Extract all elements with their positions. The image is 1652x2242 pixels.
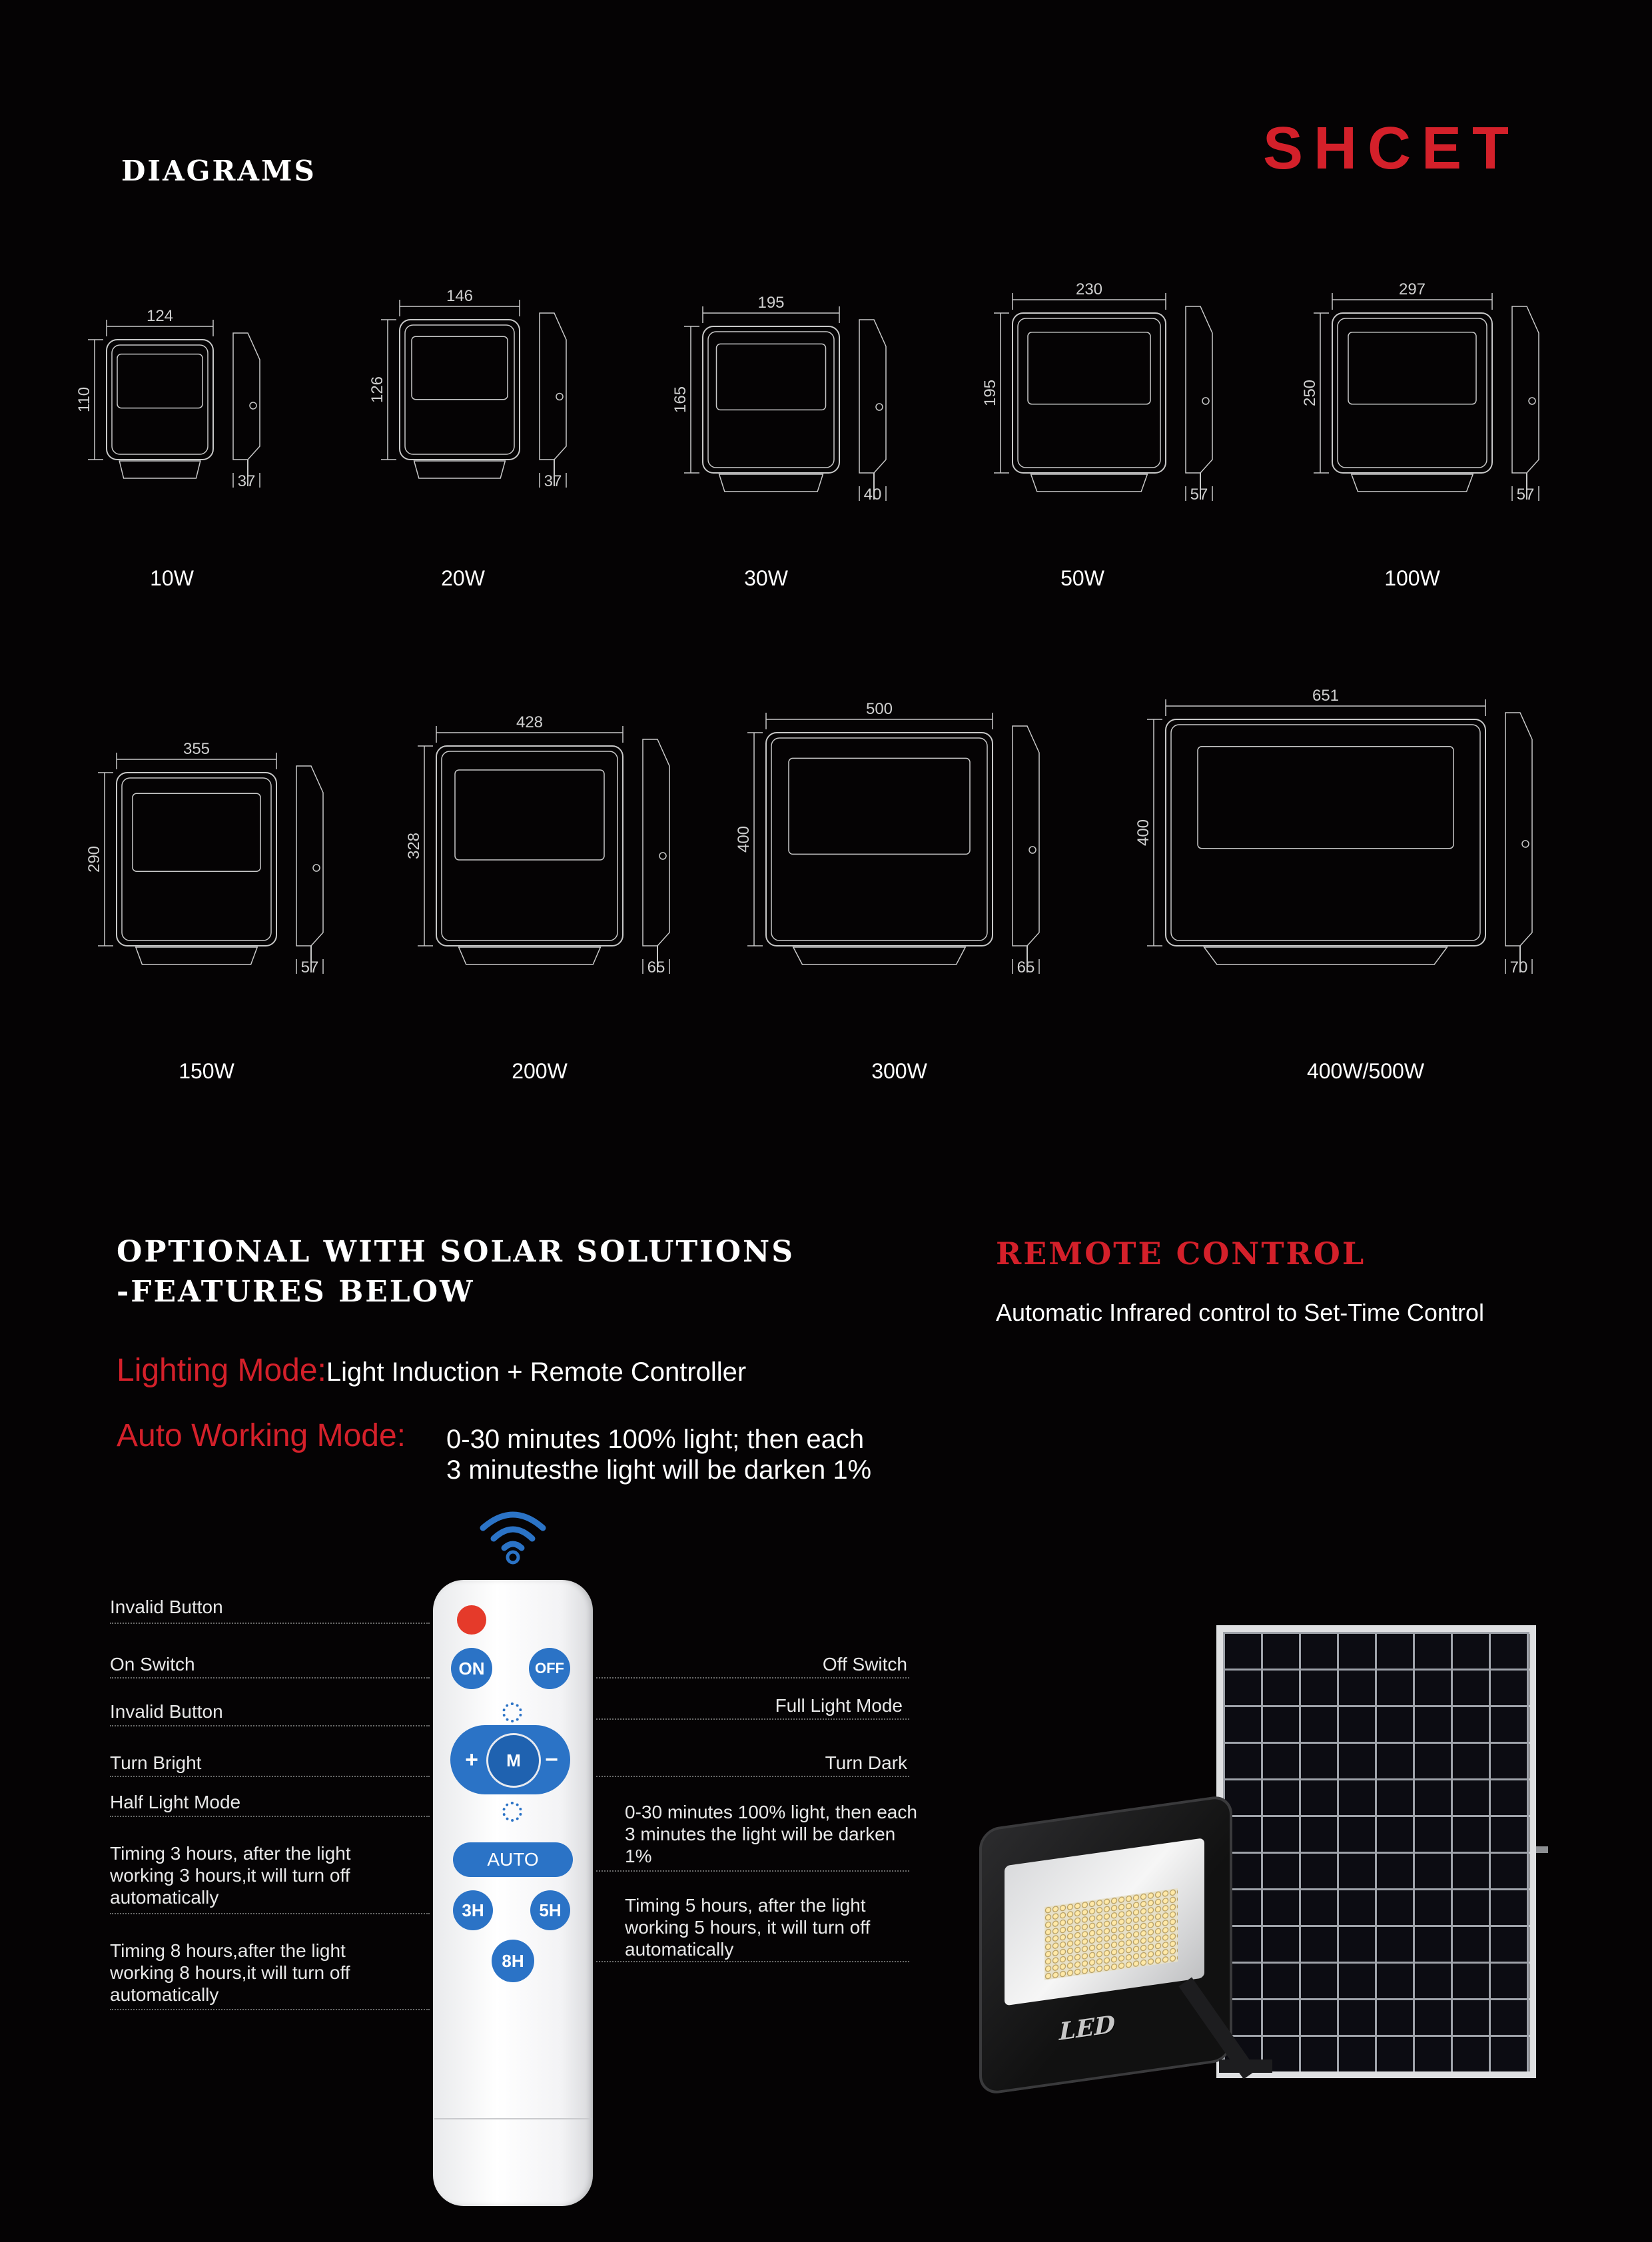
annotation-line	[110, 1776, 430, 1777]
lighting-mode-label: Lighting Mode:	[117, 1353, 326, 1388]
lamp-base	[414, 461, 506, 478]
lamp-diagram-30w	[671, 294, 906, 504]
annotation-line	[110, 1816, 430, 1817]
annotation-line	[596, 1677, 909, 1679]
lamp-side-pivot	[1529, 398, 1535, 404]
dimension-height-label: 328	[405, 832, 423, 860]
remote-description: Automatic Infrared control to Set-Time Control	[996, 1299, 1484, 1326]
annotation-line	[110, 1623, 430, 1624]
annotation-turn-bright: Turn Bright	[110, 1752, 202, 1773]
auto-mode-desc	[446, 1424, 871, 1485]
lamp-diagram-100w	[1301, 280, 1559, 504]
lamp-diagram-200w	[405, 713, 689, 976]
dimension-height-label: 165	[671, 386, 689, 414]
solar-title-line1: OPTIONAL WITH SOLAR SOLUTIONS	[117, 1235, 795, 1269]
off-button[interactable]: OFF	[529, 1648, 570, 1689]
dimension-height-label: 126	[368, 376, 386, 404]
lamp-diagram-300w	[735, 700, 1059, 976]
lamp-side-outline	[233, 333, 260, 460]
dimension-height-label: 400	[1134, 819, 1152, 847]
led-array	[1044, 1888, 1178, 1980]
lamp-front-outline	[107, 340, 213, 460]
minus-button[interactable]: −	[545, 1746, 558, 1772]
section-title-diagrams: DIAGRAMS	[121, 155, 316, 187]
lamp-lens-outline	[789, 758, 970, 854]
plus-button[interactable]: +	[465, 1746, 478, 1772]
dimension-depth-label: 37	[237, 472, 256, 490]
annotation-full-light-mode: Full Light Mode	[775, 1695, 903, 1716]
lamp-lens-outline	[412, 336, 508, 400]
annotation-half-light-mode: Half Light Mode	[110, 1792, 241, 1812]
lamp-base	[459, 947, 601, 964]
lamp-front-outline	[766, 733, 993, 946]
lamp-side-outline	[540, 313, 566, 460]
sun-icon-half[interactable]	[502, 1802, 522, 1822]
dimension-width-label: 355	[183, 740, 210, 758]
lamp-front-outline	[1332, 313, 1492, 473]
dimension-width-label: 297	[1398, 280, 1426, 298]
lamp-side-outline	[859, 320, 886, 473]
flood-light-bracket-foot	[1219, 2059, 1272, 2073]
solar-title	[117, 1232, 795, 1312]
annotation-on-switch: On Switch	[110, 1654, 195, 1675]
lamp-lens-outline	[1028, 332, 1150, 404]
lighting-mode-value: Light Induction + Remote Controller	[326, 1357, 747, 1387]
lamp-front-inner	[122, 778, 271, 940]
lamp-lens-outline	[717, 344, 826, 410]
lamp-front-outline	[117, 773, 276, 946]
annotation-line	[110, 2009, 430, 2010]
annotation-invalid-button-1: Invalid Button	[110, 1597, 223, 1617]
wattage-label: 300W	[871, 1059, 927, 1083]
annotation-line	[110, 1913, 430, 1914]
lamp-base	[793, 947, 965, 964]
lamp-front-inner	[405, 325, 514, 454]
lamp-diagram-10w	[75, 307, 280, 490]
flood-light-lens	[1005, 1838, 1204, 2006]
annotation-line	[596, 1718, 909, 1720]
dimension-depth-label: 57	[300, 958, 319, 976]
lamp-side-pivot	[1522, 841, 1529, 847]
auto-mode-line2: 3 minutesthe light will be darken 1%	[446, 1455, 872, 1485]
dimension-depth-label: 65	[1017, 958, 1035, 976]
lamp-side-pivot	[313, 865, 320, 871]
mode-button[interactable]: M	[486, 1733, 541, 1788]
dimension-width-label: 428	[516, 713, 544, 731]
lamp-base	[719, 474, 823, 492]
annotation-timing-5h: Timing 5 hours, after the light working 5 hours, it will turn off automatically	[625, 1895, 871, 1960]
remote-seam	[434, 2118, 592, 2119]
dimension-depth-label: 70	[1509, 958, 1528, 976]
dimension-depth-label: 37	[544, 472, 562, 490]
dimension-depth-label: 57	[1190, 486, 1208, 504]
wattage-label: 400W/500W	[1306, 1059, 1425, 1083]
lamp-side-outline	[643, 739, 669, 946]
lamp-front-inner	[1018, 318, 1160, 468]
lamp-front-outline	[436, 746, 623, 946]
dimension-height-label: 110	[75, 386, 93, 413]
auto-button[interactable]: AUTO	[453, 1842, 573, 1877]
lamp-lens-outline	[117, 354, 203, 408]
annotation-timing-3h: Timing 3 hours, after the light working 3 hours,it will turn off automatically	[110, 1843, 351, 1908]
annotation-line	[110, 1725, 430, 1726]
lamp-side-pivot	[1202, 398, 1209, 404]
dimension-depth-label: 40	[863, 486, 882, 504]
lamp-side-outline	[1186, 306, 1212, 473]
solar-panel	[1216, 1625, 1536, 2078]
lamp-side-pivot	[1029, 847, 1036, 853]
dimension-height-label: 195	[981, 379, 999, 407]
timer-8h-button[interactable]: 8H	[492, 1940, 534, 1982]
lamp-side-pivot	[659, 853, 666, 859]
lamp-front-inner	[112, 345, 208, 454]
dimension-depth-label: 57	[1516, 486, 1535, 504]
wattage-label: 100W	[1384, 566, 1440, 590]
lamp-front-outline	[1013, 313, 1166, 473]
dimension-width-label: 651	[1312, 687, 1340, 705]
lamp-diagram-50w	[981, 280, 1232, 504]
lamp-side-outline	[1512, 306, 1539, 473]
wattage-label: 10W	[150, 566, 194, 590]
lamp-front-inner	[708, 332, 834, 468]
lamp-side-pivot	[876, 404, 883, 410]
led-badge: LED	[1059, 2010, 1115, 2046]
lamp-front-outline	[703, 326, 839, 473]
lamp-lens-outline	[133, 793, 260, 871]
lamp-base	[1031, 474, 1148, 492]
solar-title-line2: -FEATURES BELOW	[117, 1275, 475, 1309]
lamp-side-outline	[1013, 726, 1039, 946]
flood-light	[979, 1794, 1232, 2095]
wattage-label: 50W	[1060, 566, 1104, 590]
lamp-front-inner	[1338, 318, 1487, 468]
annotation-invalid-button-2: Invalid Button	[110, 1701, 223, 1722]
wattage-label: 30W	[744, 566, 788, 590]
lighting-mode	[117, 1352, 746, 1389]
lamp-side-pivot	[250, 402, 256, 409]
lamp-diagram-20w	[368, 287, 586, 490]
annotation-line	[596, 1776, 909, 1777]
annotation-line	[596, 1870, 909, 1872]
annotation-turn-dark: Turn Dark	[825, 1752, 907, 1773]
auto-mode-line1: 0-30 minutes 100% light; then each	[446, 1425, 865, 1454]
lamp-diagram-400w-500w	[1134, 687, 1552, 976]
lamp-front-inner	[442, 751, 618, 940]
lamp-front-outline	[400, 320, 520, 460]
lamp-lens-outline	[455, 770, 604, 860]
annotation-off-switch: Off Switch	[822, 1654, 907, 1675]
lamp-side-outline	[1505, 713, 1532, 946]
lamp-base	[1352, 474, 1473, 492]
lamp-front-outline	[1166, 719, 1485, 946]
auto-mode-label: Auto Working Mode:	[117, 1418, 406, 1453]
lamp-base	[136, 947, 257, 964]
dimension-height-label: 250	[1301, 379, 1319, 407]
dimension-width-label: 230	[1075, 280, 1103, 298]
dimension-width-label: 195	[757, 294, 785, 312]
remote-title: REMOTE CONTROL	[996, 1236, 1366, 1272]
invalid-button-top[interactable]	[457, 1605, 486, 1635]
lamp-lens-outline	[1348, 332, 1476, 404]
lamp-front-inner	[1171, 725, 1480, 940]
annotation-line	[596, 1961, 909, 1962]
lamp-lens-outline	[1198, 747, 1453, 849]
dimension-width-label: 146	[446, 287, 474, 305]
sun-icon-full[interactable]	[502, 1702, 522, 1722]
timer-3h-button[interactable]: 3H	[453, 1890, 493, 1930]
dimension-height-label: 290	[85, 845, 103, 873]
annotation-timing-8h: Timing 8 hours,after the light working 8 hours,it will turn off automatically	[110, 1940, 350, 2005]
wifi-icon	[476, 1504, 550, 1564]
lamp-front-inner	[771, 738, 987, 940]
solar-panel-cells	[1223, 1632, 1529, 2071]
lamp-base	[1204, 947, 1447, 964]
annotation-line	[110, 1677, 430, 1679]
lamp-side-outline	[296, 766, 323, 946]
lamp-base	[119, 461, 201, 478]
auto-mode	[117, 1417, 406, 1454]
brand-logo: SHCET	[1263, 115, 1520, 182]
dimension-height-label: 400	[735, 825, 753, 853]
dimension-width-label: 124	[146, 307, 174, 325]
wattage-label: 150W	[179, 1059, 234, 1083]
on-button[interactable]: ON	[451, 1648, 492, 1689]
timer-5h-button[interactable]: 5H	[530, 1890, 570, 1930]
solar-panel-junction	[1536, 1846, 1548, 1853]
wattage-label: 20W	[441, 566, 485, 590]
dimension-width-label: 500	[865, 700, 893, 718]
dimension-depth-label: 65	[647, 958, 665, 976]
wattage-label: 200W	[512, 1059, 568, 1083]
lamp-diagram-150w	[85, 740, 343, 976]
lamp-side-pivot	[556, 394, 563, 400]
annotation-auto-mode: 0-30 minutes 100% light, then each 3 minutes the light will be darken 1%	[625, 1802, 917, 1866]
